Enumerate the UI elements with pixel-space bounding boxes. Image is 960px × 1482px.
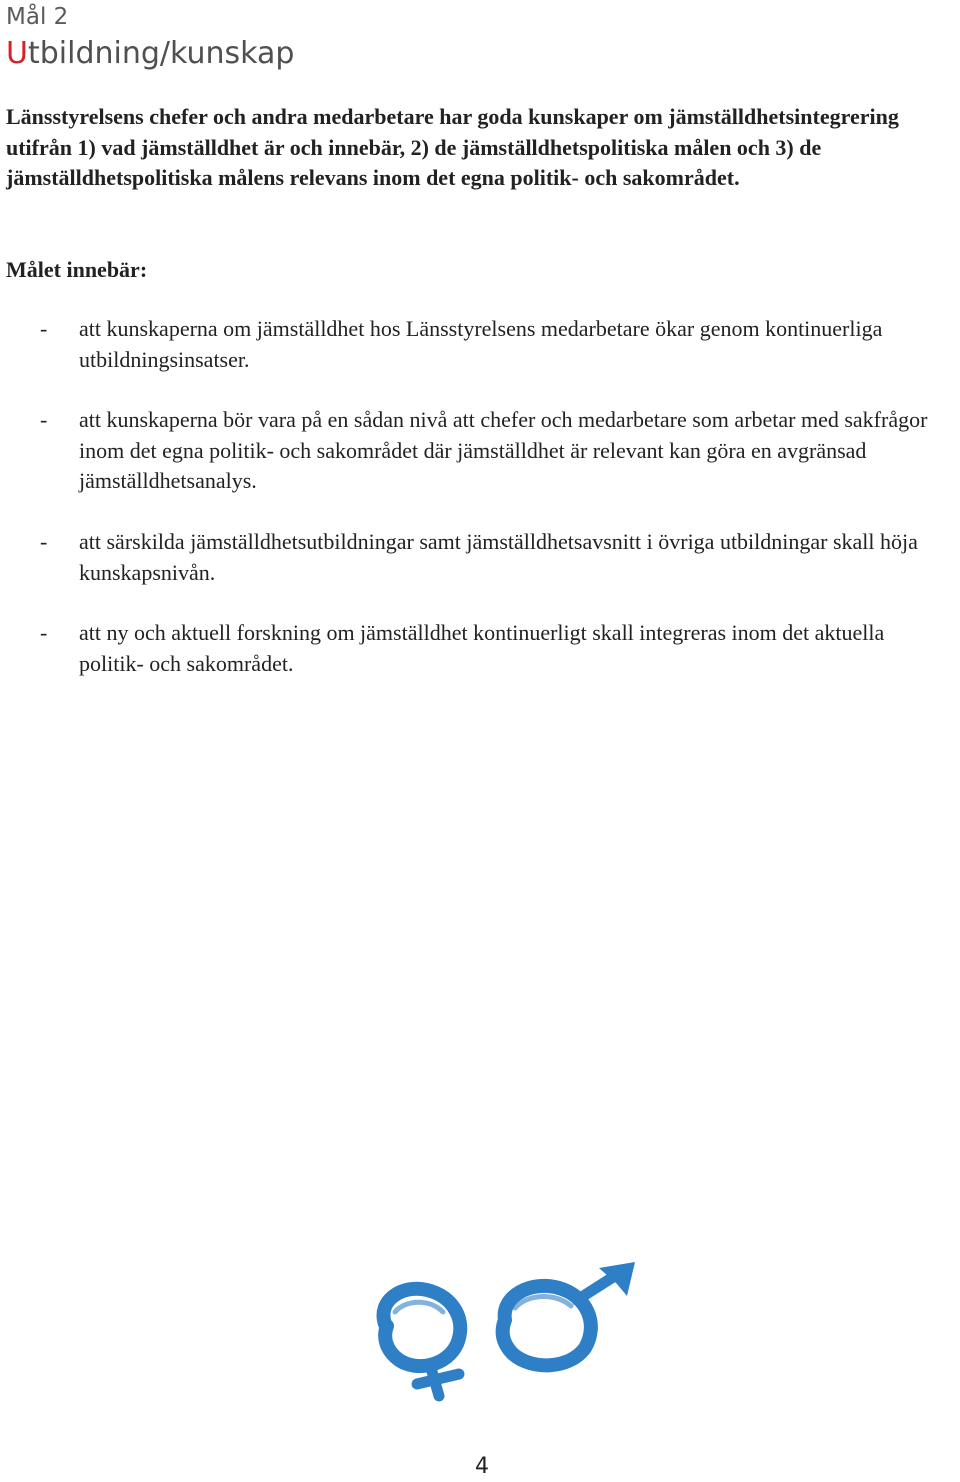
list-item <box>40 314 940 375</box>
list-item <box>40 405 940 497</box>
bullet-text: att ny och aktuell forskning om jämställdhet kontinuerligt skall integreras inom det aktuella politik- och sakområdet. <box>79 620 885 676</box>
list-item <box>40 618 940 679</box>
title-rest: tbildning/kunskap <box>27 36 295 71</box>
intro-paragraph: Länsstyrelsens chefer och andra medarbetare har goda kunskaper om jämställdhetsintegrering utifrån 1) vad jämställdhet är och innebär, 2) de jämställdhetspolitiska målen och 3) de jämställdhetspolitiska målens relevans inom det egna politik- och sakområdet. <box>6 104 899 190</box>
page-title <box>6 34 294 74</box>
page-number: 4 <box>475 1454 489 1479</box>
gender-symbols-icon <box>355 1262 645 1407</box>
bullet-text: att kunskaperna bör vara på en sådan nivå att chefer och medarbetare som arbetar med sakfrågor inom det egna politik- och sakområdet där jämställdhet är relevant kan göra en avgränsad jämställdhetsanalys. <box>79 407 928 493</box>
bullet-text: att kunskaperna om jämställdhet hos Länsstyrelsens medarbetare ökar genom kontinuerliga utbildningsinsatser. <box>79 316 883 372</box>
title-first-letter: U <box>6 36 28 71</box>
list-item <box>40 527 940 588</box>
goal-label: Mål 2 <box>6 4 69 30</box>
bullet-marker: - <box>40 316 48 341</box>
subheading: Målet innebär: <box>6 257 148 282</box>
bullet-marker: - <box>40 620 48 645</box>
bullet-text: att särskilda jämställdhetsutbildningar samt jämställdhetsavsnitt i övriga utbildningar skall höja kunskapsnivån. <box>79 529 918 585</box>
bullet-marker: - <box>40 529 48 554</box>
bullet-marker: - <box>40 407 48 432</box>
